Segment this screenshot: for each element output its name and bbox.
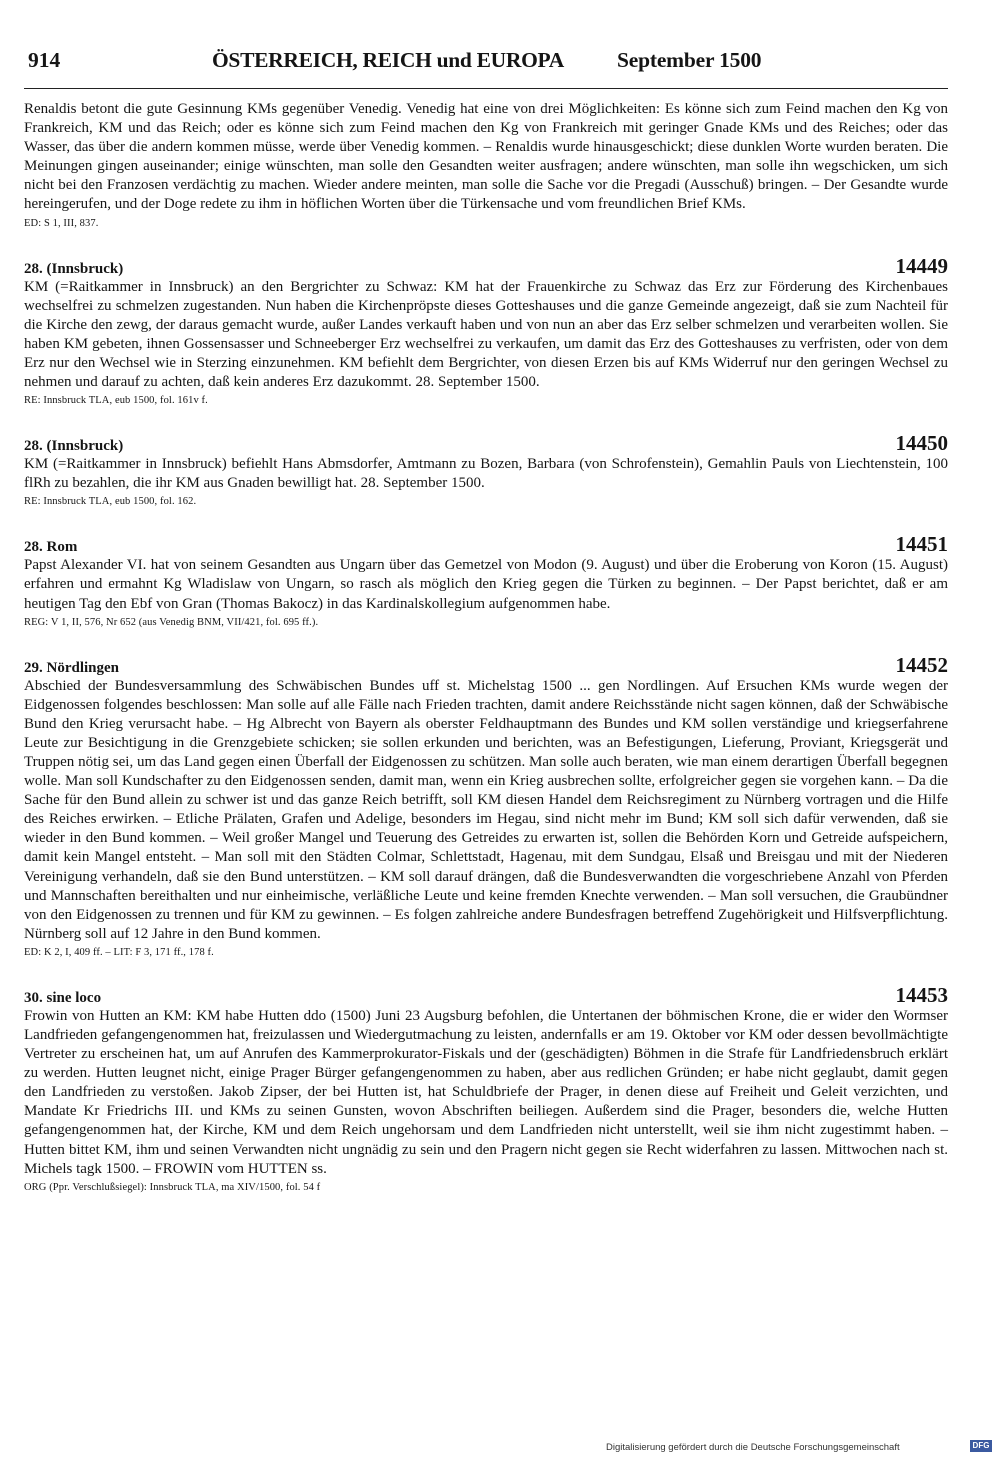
running-date: September 1500 [617,48,762,72]
entry-place: 30. sine loco [24,989,102,1006]
entry-place: 29. Nördlingen [24,659,120,676]
entry-heading [24,431,948,456]
entry-number: 14452 [895,652,948,677]
entry-source: RE: Innsbruck TLA, eub 1500, fol. 162. [24,496,197,508]
dfg-logo: DFG [970,1440,992,1452]
entry-heading [24,532,948,557]
entry-heading [24,652,948,677]
entry-14453 [24,982,948,1195]
entry-text: Abschied der Bundesversammlung des Schwäbischen Bundes uff st. Michelstag 1500 ... gen Nordlingen. Auf Ersuchen KMs wurde wegen der Eidgenossen folgendes beschlossen: Man solle auf alle Fälle nach Frieden trachten, damit andere Reichsstände nicht sagen können, daß der Schwäbische Bund den Krieg verursacht habe. – Hg Albrecht von Bayern als oberster Feldhauptmann des Bundes und KM sollen verständige und kriegserfahrene Leute zur Besichtigung in die Grenzgebiete schicken; sie sollen erkunden und berichten, was an Befestigungen, Lieferung, Proviant, Kriegsgerät und Truppen nötig sei, um das Land gegen einen Überfall der Eidgenossen zu schützen. Man solle auch beraten, wie man einem derartigen Überfall begegnen wolle. Man soll Kundschafter zu den Eidgenossen senden, damit man, wenn ein Krieg ausbrechen sollte, erfolgreicher gegen sie vorgehen kann. – Da die Sache für den Bund allein zu schwer ist und das ganze Reich betrifft, soll KM diesen Handel dem Reichsregiment zu Nürnberg vortragen und die Hilfe des Reiches erwirken. – Etliche Prälaten, Grafen und Adelige, besonders im Hegau, sind nicht mehr im Bund; KM soll sich dafür verwenden, daß sie wieder in den Bund kommen. – Weil großer Mangel und Teuerung des Getreides zu erwarten ist, sollen die Behörden Korn und Getreide aufspeichern, damit kein Mangel entsteht. – Man soll mit den Städten Colmar, Schlettstadt, Hagenau, mit dem Sundgau, Elsaß und Breisgau und mit der Niederen Vereinigung verhandeln, daß sie den Bund unterstützen. – KM soll darauf drängen, daß die Bundesverwandten die vorgeschriebene Anzahl von Pferden und Mannschaften bereithalten und nur einheimische, verläßliche Leute und keine fremden Knechte verwenden. – Man soll versuchen, die Graubündner von den Eidgenossen zu trennen und für KM zu gewinnen. – Es folgen zahlreiche andere Bundesfragen betreffend Zugehörigkeit und Hilfsverpflichtung. Nürnberg soll auf 12 Jahre in den Bund kommen. [24,677,948,942]
intro-section [24,100,948,231]
entry-number: 14450 [895,431,948,456]
entry-text: Papst Alexander VI. hat von seinem Gesandten aus Ungarn über das Gemetzel von Modon (9. August) und über die Eroberung von Koron (15. August) erfahren und ermahnt Kg Wladislaw von Ungarn, so rasch als möglich den Krieg gegen die Türken zu beginnen. – Der Papst berichtet, daß er am heutigen Tag den Ebf von Gran (Thomas Bakocz) in das Kardinalskollegium aufgenommen habe. [24,557,948,612]
entry-source: RE: Innsbruck TLA, eub 1500, fol. 161v f. [24,395,208,407]
entry-14450 [24,431,948,509]
entry-text: KM (=Raitkammer in Innsbruck) befiehlt Hans Abmsdorfer, Amtmann zu Bozen, Barbara (von Schrofenstein), Gemahlin Pauls von Liechtenstein, 100 flRh zu bezahlen, die ihr KM aus Gnaden bewilligt hat. 28. September 1500. [24,456,948,492]
intro-text: Renaldis betont die gute Gesinnung KMs gegenüber Venedig. Venedig hat eine von drei Möglichkeiten: Es könne sich zum Feind machen den Kg von Frankreich, KM und das Reich; oder es könne sich zum Feind machen den Kg von Frankreich mit geringer Gnade KMs und des Reiches; oder das Wasser, das über die andern kommen müsse, werde über Venedig kommen. – Renaldis wurde hinausgeschickt; diese dunklen Worte wurden beraten. Die Meinungen gingen auseinander; einige wünschten, man solle den Gesandten weiter ausfragen; andere wünschten, man solle ihn wegschicken, um sich nicht bei den Franzosen verdächtig zu machen. Wieder andere meinten, man solle die Sache vor die Pregadi (Ausschuß) bringen. – Der Gesandte wurde hereingerufen, und der Doge redete zu ihm in höflichen Worten über die Türkensache und vom freundlichen Brief KMs. [24,101,948,213]
page-header [24,48,948,89]
entry-number: 14453 [895,982,948,1007]
entry-heading [24,982,948,1007]
entry-heading [24,253,948,278]
entry-14449 [24,253,948,409]
entry-14451 [24,532,948,629]
running-title: ÖSTERREICH, REICH und EUROPA [212,48,565,72]
entry-place: 28. (Innsbruck) [24,438,124,455]
entry-source: ORG (Ppr. Verschlußsiegel): Innsbruck TLA, ma XIV/1500, fol. 54 f [24,1181,321,1193]
entry-14452 [24,652,948,960]
entry-source: REG: V 1, II, 576, Nr 652 (aus Venedig BNM, VII/421, fol. 695 ff.). [24,616,319,628]
entry-text: KM (=Raitkammer in Innsbruck) an den Bergrichter zu Schwaz: KM hat der Frauenkirche zu Schwaz das Erz zur Förderung des Kirchenbaues wechselfrei zu schmelzen zugestanden. Nun haben die Kirchenpröpste dieses Gotteshauses und die ganze Gemeinde angezeigt, daß sie zum Nachteil für die Kirche den zewg, der daraus gemacht wurde, außer Landes verkauft haben und von nun an aber das Erz selber schmelzen und verarbeiten wollen. Sie haben KM gebeten, ihnen Gossensasser und Schneeberger Erz wechselfrei zu verkaufen, um damit das Erz des Gotteshauses zu verfristen, oder von dem Erz nur den Wechsel wie in Sterzing einzunehmen. KM befiehlt dem Bergrichter, von diesen Erzen bis auf KMs Widerruf nur den geringen Wechsel zu nehmen und darauf zu achten, daß kein anderes Erz dazukommt. 28. September 1500. [24,278,948,391]
entry-place: 28. (Innsbruck) [24,260,124,277]
page-number: 914 [28,48,61,72]
entry-place: 28. Rom [24,539,78,556]
entry-number: 14451 [895,532,948,557]
entry-number: 14449 [895,253,948,278]
intro-source: ED: S 1, III, 837. [24,217,99,229]
entry-text: Frowin von Hutten an KM: KM habe Hutten ddo (1500) Juni 23 Augsburg befohlen, die Untertanen der böhmischen Krone, die er wider den Wormser Landfrieden gefangengenommen hat, freizulassen und Wiedergutmachung zu leisten, andernfalls er am 19. Oktober vor KM oder dessen bevollmächtigte Vertreter zu erscheinen hat, um auf Anrufen des Kammerprokurator-Fiskals und der (geschädigten) Böhmen in die Strafe für Landfriedensbruch erklärt zu werden. Hutten leugnet nicht, einige Prager Bürger gefangengenommen zu haben, aber aus redlichen Gründen; er habe nicht geglaubt, damit gegen den Landfrieden zu verstoßen. Jakob Zipser, der bei Hutten ist, hat Schuldbriefe der Prager, in denen diese auf Freiheit und Geleit verzichten, und Mandate Kr Friedrichs III. und KMs zu seinen Gunsten, wovon Abschriften beiliegen. Außerdem sind die Prager, besonders die, welche Hutten gefangengenommen hat, der Kirche, KM und dem Reich ungehorsam und dem Landfrieden nicht unterstellt, weil sie ihm nicht zugestimmt haben. – Hutten bittet KM, ihm und seinen Verwandten nicht ungnädig zu sein und den Pragern nicht gegen sie Recht widerfahren zu lassen. Mittwochen nach st. Michels tagk 1500. – FROWIN vom HUTTEN ss. [24,1007,948,1177]
document-page [24,48,948,1195]
funding-notice: Digitalisierung gefördert durch die Deutsche Forschungsgemeinschaft [606,1442,900,1453]
entry-source: ED: K 2, I, 409 ff. – LIT: F 3, 171 ff., 178 f. [24,946,214,958]
